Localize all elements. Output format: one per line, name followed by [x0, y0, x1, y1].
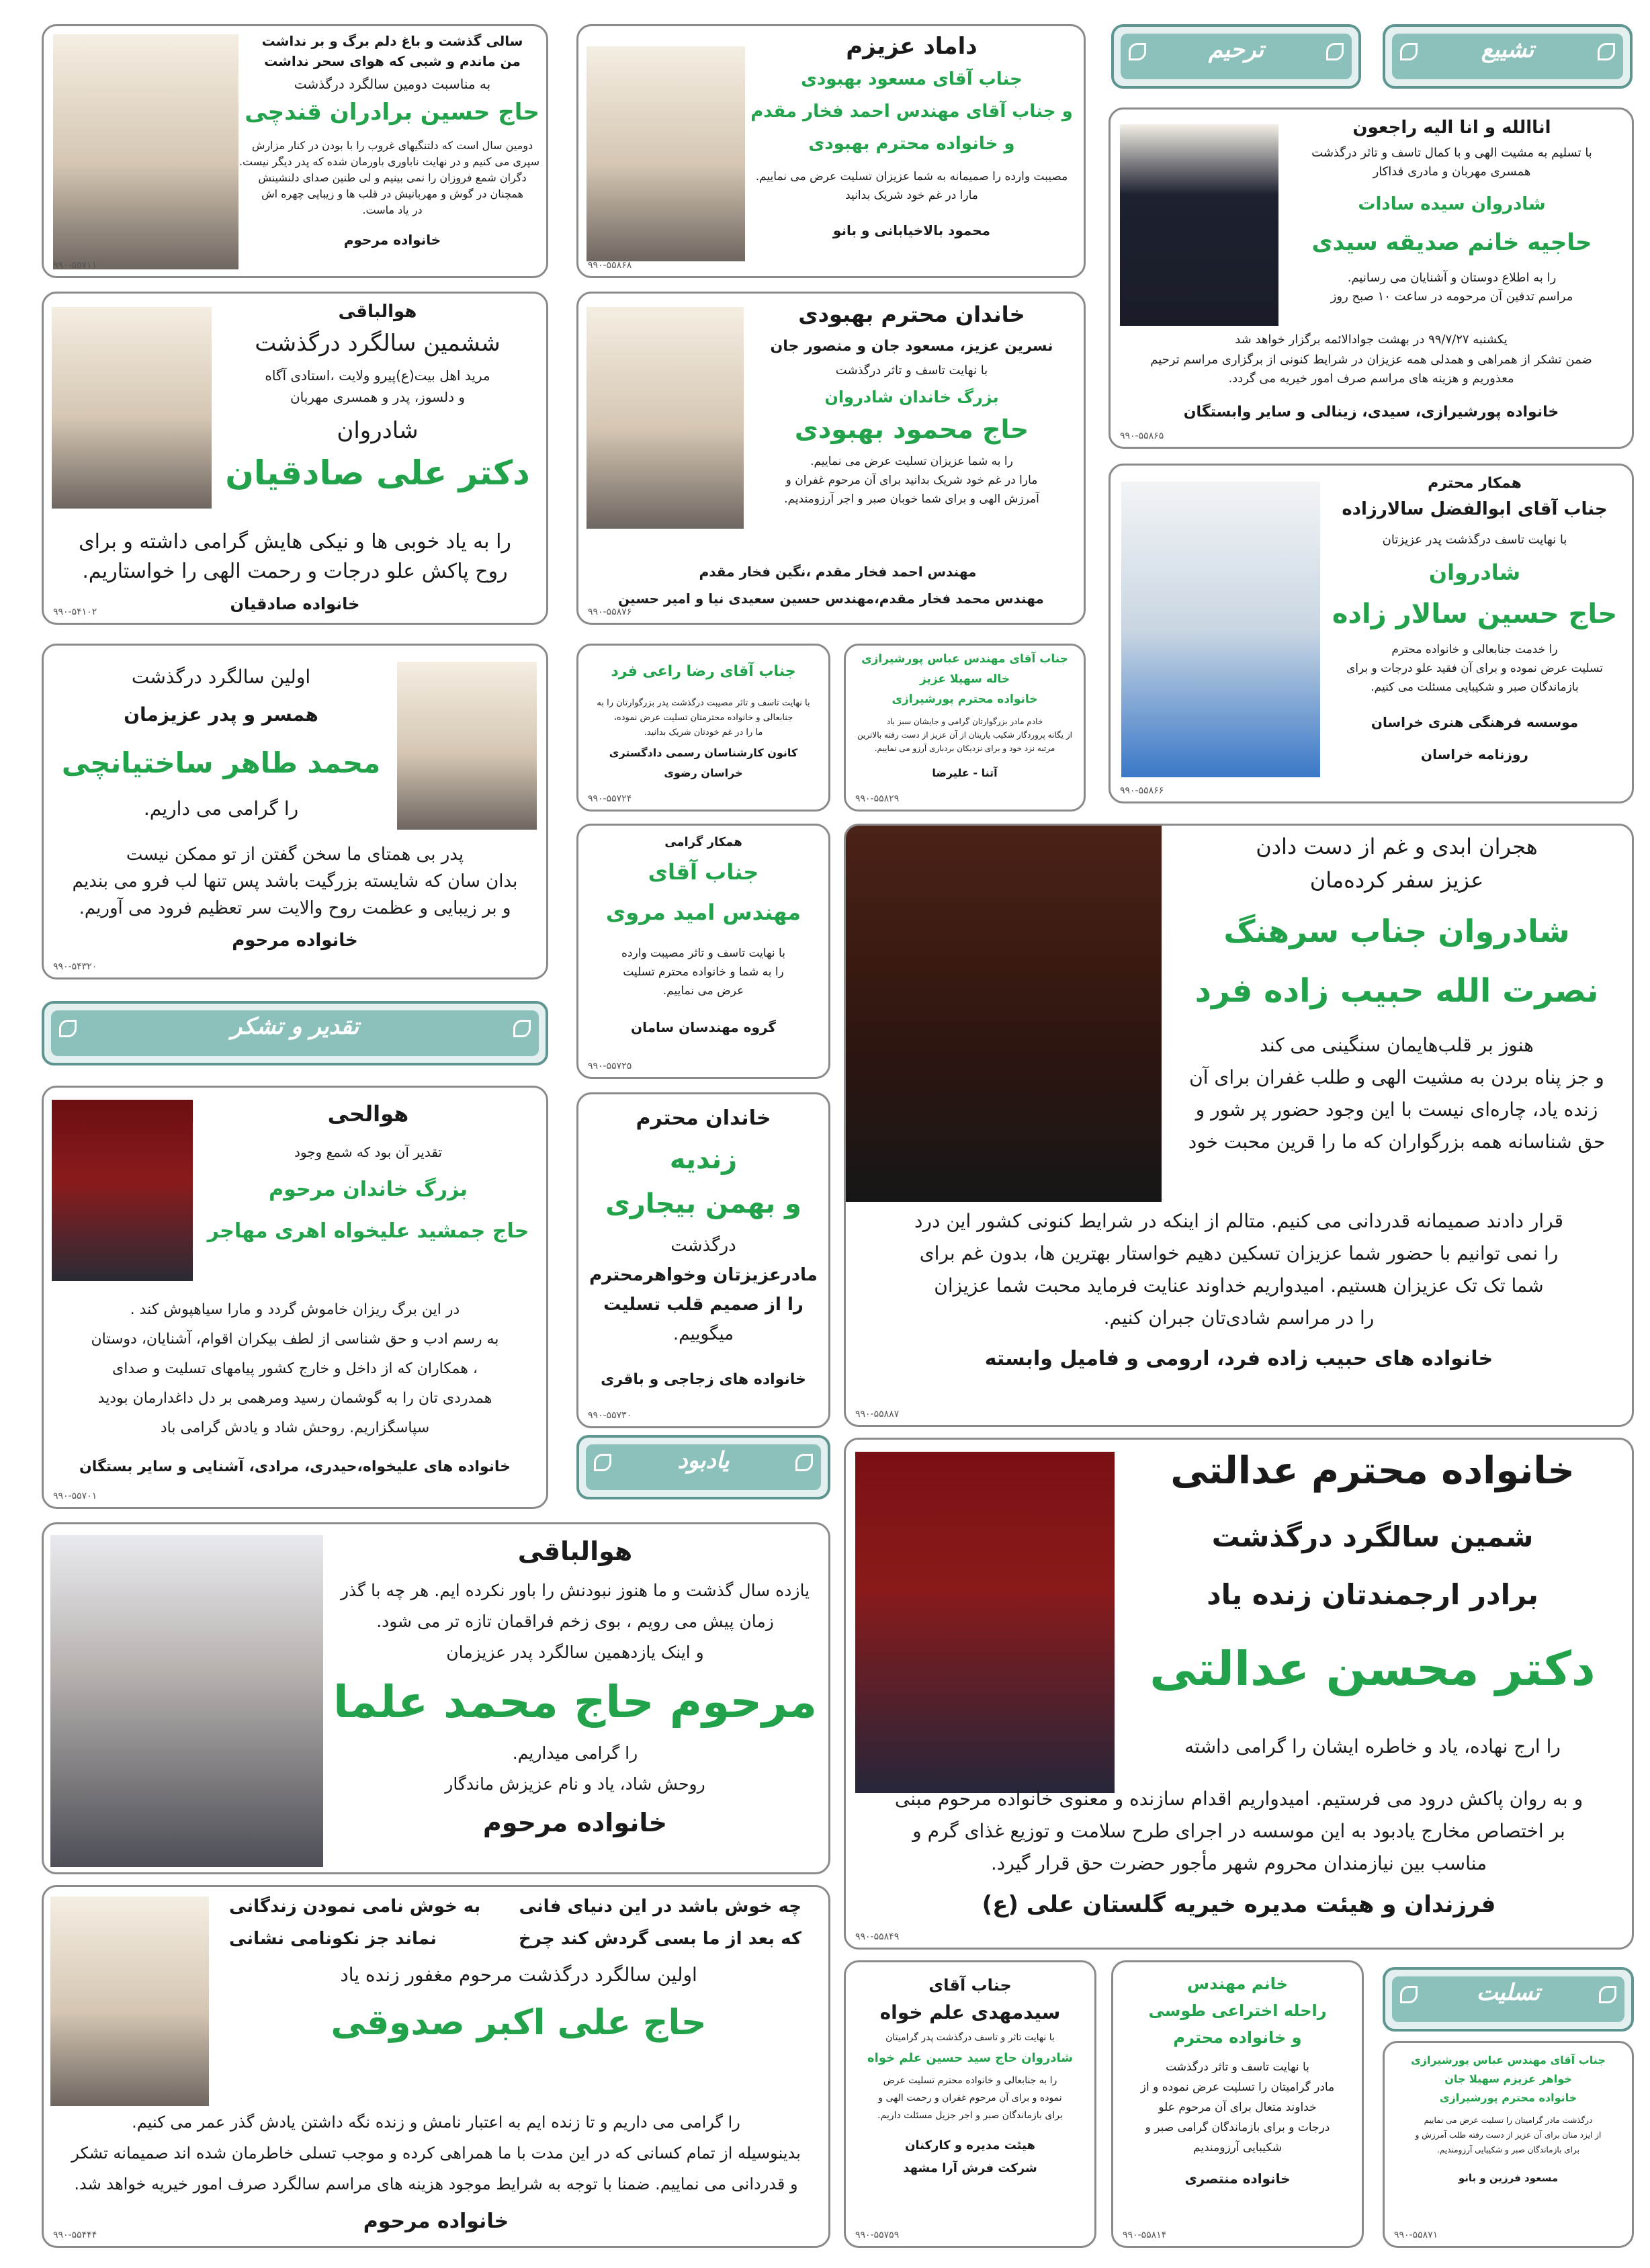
body-line: همدردی تان را به گوشمان رسید ومرهمی بر دل داغدارمان بودید — [97, 1390, 492, 1407]
deceased-name: دکتر محسن عدالتی — [1149, 1641, 1596, 1696]
banner-taghdir — [42, 1001, 548, 1065]
notice-pourshirazi-atena — [844, 644, 1086, 812]
recipient-line: بزرگ خاندان مرحوم — [269, 1178, 468, 1201]
recipient-line: جناب آقای — [648, 859, 759, 885]
body-line: خادم مادر بزرگوارتان گرامی و جایشان سبز باد — [886, 717, 1043, 726]
signature: خانواده های علیخواه،حیدری، مرادی، آشنایی و سایر بستگان — [79, 1458, 511, 1475]
body-line: دگران شمع فروزان را نمی بینیم و لی طنین صدای دلنشینش — [258, 171, 527, 184]
body-line: همچنان در گوش و مهربانیش در قلب ها و زیبایی چهره اش — [261, 187, 523, 200]
recipient-line: و جناب آقای مهندس احمد فخار مقدم — [750, 101, 1073, 122]
body-line: روحش شاد، یاد و نام عزیزش ماندگار — [445, 1774, 705, 1794]
signature: شرکت فرش آرا مشهد — [903, 2161, 1037, 2175]
signature: خانواده های حبیب زاده فرد، ارومی و فامیل وابسته — [984, 1347, 1493, 1370]
body-line: ، همکاران که از داخل و خارج کشور پیامهای تسلیت و صدای — [112, 1360, 478, 1377]
body-line: را نمی توانیم با حضور شما عزیزان تسکین دهیم خواستار بهترین ها، بدون غم برای — [919, 1242, 1559, 1264]
notice-subtitle: اولین سالگرد درگذشت مرحوم مغفور زنده یاد — [340, 1964, 697, 1986]
body-line: بدینوسیله از تمام کسانی که در این مدت با ما همراهی کرده و موجب تسلی خاطرمان شده اند صمیمانه تشکر — [71, 2144, 801, 2163]
notice-behboodi-son-in-law — [576, 24, 1086, 278]
recipient-line: جناب آقای مسعود بهبودی — [801, 69, 1023, 89]
ad-code: ۹۹۰-۵۵۸۷۱ — [1394, 2230, 1438, 2240]
recipient-line: جناب آقای مهندس عباس پورشیرازی — [1411, 2054, 1606, 2066]
notice-title: خاندان محترم — [636, 1106, 771, 1130]
ad-code: ۹۹۰-۵۵۸۴۹ — [855, 1931, 900, 1942]
signature: روزنامه خراسان — [1421, 746, 1528, 762]
body-line: شما تک تک عزیزان هستیم. امیدواریم خداوند عنایت فرماید محبت شما عزیزان — [934, 1274, 1544, 1297]
body-line: روح پاکش علو درجات و رحمت الهی را خواستاریم. — [82, 560, 508, 583]
name-prefix: بزرگ خاندان شادروان — [824, 388, 999, 406]
portrait-photo — [587, 46, 745, 261]
body-line: هنوز بر قلب‌هایمان سنگینی می کند — [1260, 1034, 1534, 1056]
ad-code: ۹۹۰-۵۵۷۱۱ — [53, 260, 97, 271]
body-line: را به اطلاع دوستان و آشنایان می رسانیم. — [1347, 271, 1557, 285]
body-line: درجات و برای بازماندگان گرامی صبر و — [1145, 2121, 1330, 2134]
verse-line: نماند جز نکونامی نشانی — [229, 1929, 437, 1949]
portrait-photo — [397, 662, 537, 830]
signature: مهندس محمد فخار مقدم،مهندس حسین سعیدی نیا و امیر حسین — [618, 591, 1044, 607]
portrait-photo — [855, 1452, 1115, 1793]
body-line: بازماندگان صبر و شکیبایی مسئلت می کنیم. — [1371, 681, 1579, 694]
recipient-line: جناب آقای مهندس عباس پورشیرازی — [861, 652, 1068, 666]
signature: کانون کارشناسان رسمی دادگستری — [609, 746, 798, 759]
recipient-line: خانواده محترم پورشیرازی — [1439, 2091, 1577, 2104]
notice-title: همکار محترم — [1428, 475, 1522, 492]
portrait-photo — [1121, 482, 1320, 777]
signature: آتنا - علیرضا — [932, 767, 998, 779]
notice-title: هوالحی — [327, 1101, 409, 1127]
body-line: نموده و برای آن مرحوم غفران و رحمت الهی و — [878, 2093, 1062, 2103]
body-line: و به روان پاکش درود می فرستیم. امیدواریم اقدام سازنده و معنوی خانواده مرحوم مبنی — [894, 1788, 1583, 1810]
deceased-name: حاج حسین برادران قندچی — [245, 99, 539, 126]
notice-title: خانواده محترم عدالتی — [1170, 1449, 1575, 1493]
notice-subtitle: عزیز سفر کرده‌مان — [1309, 867, 1484, 893]
banner-tasliyat — [1383, 1967, 1634, 2032]
body-line: بر اختصاص مخارج یادبود به این موسسه در اجرای طرح سلامت و توزیع غذای گرم و — [912, 1820, 1565, 1842]
body-line: را گرامی میداریم. — [512, 1743, 638, 1763]
banner-title: ترحیم — [1208, 36, 1264, 63]
notice-ekhtera — [1111, 1960, 1364, 2248]
body-line: با نهایت تاسف و تاثر درگذشت — [1166, 2060, 1309, 2074]
name-prefix: شادروان سیده سادات — [1358, 194, 1546, 214]
notice-ghandchi — [42, 24, 548, 278]
deceased-name: حاج حسین سالار زاده — [1332, 599, 1618, 629]
body-line: زمان پیش می رویم ، بوی زخم فراقمان تازه تر می شود. — [376, 1612, 774, 1631]
body-line: تقدیر آن بود که شمع وجود — [294, 1144, 443, 1160]
body-line: درگذشت — [670, 1235, 736, 1256]
portrait-photo — [50, 1535, 323, 1867]
body-line: را به یاد خوبی ها و نیکی هایش گرامی داشته و برای — [79, 530, 511, 554]
body-line: تسلیت عرض نموده و برای آن فقید علو درجات و برای — [1346, 662, 1603, 675]
notice-sakhtianchi — [42, 644, 548, 979]
ad-code: ۹۹۰-۵۵۴۴۴ — [53, 2230, 97, 2240]
body-line: را به شما و خانواده محترم تسلیت — [623, 965, 784, 979]
body-line: همسری مهربان و مادری فداکار — [1373, 165, 1531, 179]
deceased-name: حاج علی اکبر صدوقی — [331, 2003, 707, 2043]
signature: خانواده های زجاجی و باقری — [601, 1371, 806, 1388]
body-line: برای بازماندگان صبر و اجر جزیل مسئلت داریم. — [877, 2110, 1063, 2121]
signature: خانواده مرحوم — [343, 232, 441, 248]
recipient-line: نسرین عزیز، مسعود جان و منصور جان — [770, 338, 1053, 355]
banner-tarhim — [1111, 24, 1361, 89]
ad-code: ۹۹۰-۵۵۸۱۴ — [1123, 2230, 1167, 2240]
body-line: را به جنابعالی و خانواده محترم تسلیت عرض — [883, 2075, 1057, 2086]
notice-subtitle: هجران ابدی و غم از دست دادن — [1256, 834, 1538, 859]
notice-alikhah — [42, 1086, 548, 1509]
body-line: قرار دادند صمیمانه قدردانی می کنیم. متالم از اینکه در شرایط کنونی کشور این درد — [914, 1210, 1563, 1232]
body-line: درگذشت مادر گرامیتان را تسلیت عرض می نماییم — [1424, 2116, 1593, 2125]
notice-zandieh — [576, 1092, 830, 1428]
ad-code: ۹۹۰-۵۵۷۳۰ — [588, 1410, 632, 1421]
ad-code: ۹۹۰-۵۵۴۳۷ — [53, 1856, 97, 1867]
deceased-name: شادروان حاج سید حسین علم خواه — [867, 2051, 1073, 2065]
body-line: و قدردانی می نماییم. ضمنا با توجه به شرایط موجود هزینه های مراسم سالگرد صرف امور خیریه خواهد شد. — [74, 2175, 798, 2193]
ad-code: ۹۹۰-۵۴۱۰۲ — [53, 607, 97, 617]
signature: هیئت مدیره و کارکنان — [905, 2138, 1035, 2152]
body-line: یازده سال گذشت و ما هنوز نبودنش را باور نکرده ایم. هر چه با گذر — [340, 1581, 810, 1600]
signature: مسعود فرزین و بانو — [1458, 2172, 1559, 2184]
ad-code: ۹۹۰-۵۵۷۰۱ — [53, 1491, 97, 1501]
ad-code: ۹۹۰-۵۵۸۸۷ — [855, 1409, 900, 1420]
recipient-line: برادر ارجمندتان زنده یاد — [1207, 1578, 1538, 1611]
banner-title: تشییع — [1481, 36, 1534, 63]
verse-line: اناالله و انا الیه راجعون — [1352, 118, 1551, 138]
body-line: یکشنبه ۹۹/۷/۲۷ در بهشت جوادالائمه برگزار خواهد شد — [1235, 333, 1508, 347]
body-line: حق شناسانه همه بزرگواران که ما را قرین محبت خود — [1188, 1131, 1606, 1153]
recipient-line: خاله سهیلا عزیز — [919, 672, 1010, 686]
notice-subtitle: به مناسبت دومین سالگرد درگذشت — [294, 76, 491, 92]
deceased-name: دکتر علی صادقیان — [225, 453, 530, 492]
recipient-line: خواهر عزیزم سهیلا جان — [1444, 2073, 1572, 2085]
signature: محمود بالاخیابانی و بانو — [832, 222, 991, 238]
portrait-photo — [846, 826, 1162, 1202]
body-line: مارا در غم خود شریک بدانید — [845, 189, 978, 202]
banner-title: یادبود — [677, 1447, 730, 1474]
notice-title: هوالباقی — [338, 302, 417, 322]
signature: گروه مهندسان سامان — [631, 1019, 776, 1035]
verse-line: من ماندم و شبی که هوای سحر نداشت — [264, 53, 521, 69]
notice-olama — [42, 1522, 830, 1874]
ad-code: ۹۹۰-۵۴۳۲۰ — [53, 961, 97, 972]
recipient-line: جناب آقای ابوالفضل سالارزاده — [1342, 499, 1608, 519]
signature: خانواده مرحوم — [482, 1808, 668, 1837]
body-line: معذوریم و هزینه های مراسم صرف امور خیریه می گردد. — [1228, 372, 1514, 386]
ad-code: ۹۹۰-۵۵۷۲۵ — [588, 1061, 632, 1072]
recipient-line: جناب آقای رضا راعی فرد — [611, 663, 796, 680]
verse-line: چه خوش باشد در این دنیای فانی — [519, 1896, 801, 1917]
deceased-name: حاج محمود بهبودی — [794, 415, 1029, 444]
body-line: مادرعزیزتان وخواهرمحترم — [589, 1265, 818, 1285]
deceased-name: محمد طاهر ساختیانچی — [61, 746, 381, 779]
body-line: برای بازماندگان صبر و شکیبایی آرزومندیم. — [1437, 2145, 1579, 2154]
recipient-line: و بهمن بیجاری — [605, 1188, 801, 1219]
body-line: را گرامی می داریم و تا زنده ایم به اعتبار نامش و زنده نگه داشتن یادش گذر عمر می کنیم. — [132, 2113, 740, 2132]
notice-title: همکار گرامی — [664, 835, 742, 849]
notice-sadeghian — [42, 292, 548, 625]
name-prefix: شادروان — [1428, 560, 1521, 585]
banner-title: تقدیر و تشکر — [230, 1013, 359, 1040]
ad-code: ۹۹۰-۵۵۷۲۴ — [588, 793, 632, 804]
body-line: و جز پناه بردن به مشیت الهی و طلب غفران برای آن — [1189, 1066, 1604, 1088]
recipient-line: راحله اختراعی طوسی — [1148, 2001, 1327, 2020]
body-line: در یاد ماست. — [362, 204, 423, 216]
deceased-name: مرحوم حاج محمد علما — [333, 1676, 817, 1728]
notice-title: داماد عزیزم — [846, 33, 978, 60]
verse-line: که بعد از ما بسی گردش کند چرخ — [519, 1929, 801, 1949]
verse-line: به خوش نامی نمودن زندگانی — [229, 1896, 481, 1917]
ad-code: ۹۹۰-۵۵۸۶۵ — [1120, 431, 1164, 441]
body-line: با نهایت تاسف و تاثر مصیبت وارده — [621, 947, 785, 960]
body-line: مراسم تدفین آن مرحومه در ساعت ۱۰ صبح روز — [1330, 290, 1573, 304]
deceased-name: نصرت الله حبیب زاده فرد — [1195, 972, 1599, 1010]
recipient-line: سیدمهدی علم خواه — [879, 2001, 1061, 2023]
notice-sadooghi — [42, 1885, 830, 2248]
recipient-line: همسر و پدر عزیزمان — [124, 703, 318, 726]
body-line: ما را در غم خودتان شریک بدانید. — [644, 728, 763, 738]
deceased-name: حاج جمشید علیخواه اهری مهاجر — [207, 1219, 529, 1243]
ad-code: ۹۹۰-۵۵۸۶۸ — [588, 260, 632, 271]
signature: خانواده مرحوم — [232, 930, 358, 951]
body-line: میگوییم. — [672, 1324, 734, 1344]
signature: فرزندان و هیئت مدیره خیریه گلستان علی (ع) — [982, 1891, 1496, 1918]
body-line: زنده یاد، چاره‌ای نیست با این وجود حضور پر شور و — [1195, 1098, 1598, 1121]
body-line: در این برگ ریزان خاموش گردد و مارا سیاهپوش کند . — [130, 1301, 460, 1318]
portrait-photo — [50, 1896, 209, 2106]
body-line: با نهایت تاثر و تاسف درگذشت پدر گرامیتان — [885, 2032, 1055, 2043]
signature: خراسان رضوی — [664, 767, 743, 779]
body-line: مناسب بین نیازمندان محروم شهر مأجور حضرت حق قرار گیرد. — [990, 1852, 1487, 1874]
notice-habibzadeh — [844, 824, 1634, 1427]
notice-pourshirazi-farzin — [1383, 2041, 1634, 2248]
body-line: از یگانه پروردگار شکیب یاریتان از آن عزیز از دست رفته بالاترین — [857, 730, 1073, 740]
notice-salarzadeh — [1109, 464, 1634, 803]
body-line: را خدمت جنابعالی و خانواده محترم — [1391, 643, 1558, 656]
body-line: پدر بی همتای ما سخن گفتن از تو ممکن نیست — [126, 844, 464, 865]
body-line: از ایزد منان برای آن عزیز از دست رفته طلب آمرزش و — [1415, 2130, 1602, 2140]
portrait-photo — [587, 307, 744, 529]
body-line: با تسلیم به مشیت الهی و با کمال تاسف و تاثر درگذشت — [1311, 146, 1592, 160]
recipient-line: خانم مهندس — [1187, 1974, 1288, 1993]
notice-title: هوالباقی — [517, 1536, 633, 1566]
notice-marvi — [576, 824, 830, 1079]
body-line: خداوند متعال برای آن مرحوم علو — [1158, 2101, 1317, 2114]
body-line: عرض می نماییم. — [662, 984, 744, 998]
notice-edalati — [844, 1438, 1634, 1950]
body-line: سپری می کنیم و در نهایت ناباوری باورمان شده که پدر دیگر نیست. — [238, 155, 539, 168]
body-line: را از صمیم قلب تسلیت — [603, 1295, 804, 1315]
ad-code: ۹۹۰-۵۵۸۶۶ — [1120, 785, 1164, 796]
recipient-line: مهندس امید مروی — [605, 900, 801, 925]
signature: مهندس احمد فخار مقدم ،نگین فخار مقدم — [699, 564, 977, 580]
banner-title: تسلیت — [1476, 1979, 1540, 2006]
notice-title: خاندان محترم بهبودی — [798, 302, 1025, 327]
notice-subtitle: شمین سالگرد درگذشت — [1211, 1520, 1534, 1553]
body-line: مرید اهل بیت(ع)پیرو ولایت ،استادی آگاه — [265, 367, 490, 384]
body-line: دومین سال است که دلتنگیهای غروب را با بودن در کنار مزارش — [251, 139, 533, 152]
notice-title: جناب آقای — [928, 1976, 1012, 1995]
body-line: آمرزش الهی و برای شما خوبان صبر و اجر آرزومندیم. — [784, 492, 1039, 506]
recipient-line: و خانواده محترم — [1173, 2028, 1302, 2047]
name-prefix: شادروان — [337, 417, 419, 444]
body-line: مادر گرامیتان را تسلیت عرض نموده و از — [1140, 2081, 1335, 2094]
portrait-photo — [52, 307, 212, 509]
body-line: را در مراسم شادی‌تان جبران کنیم. — [1103, 1307, 1375, 1329]
banner-tashyi — [1383, 24, 1633, 89]
signature: خانواده مرحوم — [363, 2210, 509, 2233]
verse-line: سالی گذشت و باغ دلم برگ و بر نداشت — [261, 33, 523, 49]
recipient-line: خانواده محترم پورشیرازی — [892, 693, 1038, 706]
body-line: با نهایت تاسف و تاثر مصیبت درگذشت پدر بزرگوارتان را به — [597, 698, 810, 708]
body-line: بدان سان که شایسته بزرگیت باشد پس تنها لب فرو می بندیم — [72, 871, 518, 891]
deceased-name: حاجیه خانم صدیقه سیدی — [1311, 229, 1592, 256]
body-line: به رسم ادب و حق شناسی از لطف بیکران اقوام، آشنایان، دوستان — [91, 1331, 499, 1348]
portrait-photo — [52, 1100, 193, 1281]
signature: خانواده پورشیرازی، سیدی، زینالی و سایر وابستگان — [1183, 404, 1559, 421]
name-prefix: شادروان جناب سرهنگ — [1223, 913, 1570, 949]
body-line: و بر زیبایی و عظمت روح والایت سر تعظیم فرود می آوریم. — [79, 898, 511, 918]
body-line: را به شما عزیزان تسلیت عرض می نماییم. — [810, 455, 1013, 468]
notice-behboodi-family — [576, 292, 1086, 625]
notice-subtitle: ششمین سالگرد درگذشت — [255, 330, 501, 357]
body-line: با نهایت تاسف و تاثر درگذشت — [835, 363, 988, 378]
signature: موسسه فرهنگی هنری خراسان — [1371, 714, 1579, 730]
body-line: سپاسگزاریم. روحش شاد و یادش گرامی باد — [160, 1420, 430, 1436]
body-line: شکیبایی آرزومندیم — [1193, 2141, 1282, 2154]
body-line: و دلسوز، پدر و همسری مهربان — [290, 389, 466, 405]
notice-subtitle: اولین سالگرد درگذشت — [131, 666, 311, 688]
body-line: جنابعالی و خانواده محترمتان تسلیت عرض نموده، — [613, 713, 793, 723]
portrait-photo — [53, 34, 238, 269]
ad-code: ۹۹۰-۵۵۸۲۹ — [855, 793, 900, 804]
banner-yadbood — [576, 1435, 830, 1499]
body-line: را گرامی می داریم. — [143, 797, 299, 820]
notice-raeifard — [576, 644, 830, 812]
body-line: ضمن تشکر از همراهی و همدلی همه عزیزان در شرایط کنونی از برگزاری مراسم ترحیم — [1150, 353, 1592, 367]
notice-elmkhah — [844, 1960, 1096, 2248]
notice-seyedi — [1109, 107, 1634, 449]
portrait-photo — [1120, 124, 1278, 326]
ad-code: ۹۹۰-۵۵۷۵۹ — [855, 2230, 900, 2240]
body-line: مرتبه نزد خود و برای نزدیکان بردباری آرزو می نماییم. — [874, 744, 1055, 753]
body-line: مارا در غم خود شریک بدانید برای آن مرحوم غفران و — [785, 474, 1038, 487]
recipient-line: و خانواده محترم بهبودی — [808, 134, 1015, 154]
body-line: را ارج نهاده، یاد و خاطره ایشان را گرامی داشته — [1184, 1735, 1561, 1757]
recipient-line: زندیه — [669, 1144, 738, 1175]
signature: خانواده صادقیان — [230, 595, 360, 613]
body-line: و اینک یازدهمین سالگرد پدر عزیزمان — [446, 1643, 704, 1662]
signature: خانواده منتصری — [1184, 2171, 1291, 2187]
body-line: مصیبت وارده را صمیمانه به شما عزیزان تسلیت عرض می نماییم. — [755, 170, 1068, 183]
ad-code: ۹۹۰-۵۵۸۷۶ — [588, 607, 632, 617]
body-line: با نهایت تاسف درگذشت پدر عزیزتان — [1382, 533, 1567, 547]
